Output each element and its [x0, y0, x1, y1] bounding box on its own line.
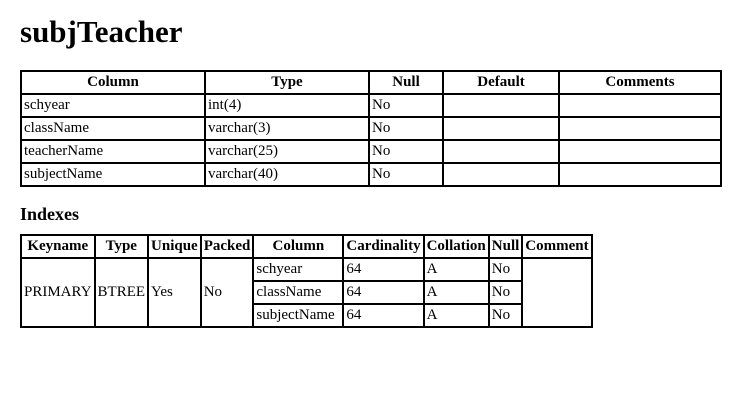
collation-cell: A	[424, 304, 489, 327]
null-cell: No	[369, 163, 443, 186]
index-column-cell: className	[253, 281, 343, 304]
collation-cell: A	[424, 281, 489, 304]
packed-header: Packed	[201, 235, 254, 258]
collation-cell: A	[424, 258, 489, 281]
table-row	[21, 117, 721, 140]
indexes-header-row	[21, 235, 592, 258]
cardinality-cell: 64	[343, 281, 423, 304]
columns-table	[20, 70, 722, 187]
null-cell: No	[369, 140, 443, 163]
default-header: Default	[443, 71, 559, 94]
index-null-header: Null	[489, 235, 523, 258]
default-cell	[443, 94, 559, 117]
default-cell	[443, 163, 559, 186]
index-column-cell: subjectName	[253, 304, 343, 327]
column-name-cell: subjectName	[21, 163, 205, 186]
cardinality-cell: 64	[343, 258, 423, 281]
index-null-cell: No	[489, 281, 523, 304]
index-null-cell: No	[489, 258, 523, 281]
keyname-header: Keyname	[21, 235, 95, 258]
type-cell: varchar(40)	[205, 163, 369, 186]
indexes-table	[20, 234, 593, 328]
columns-header-row	[21, 71, 721, 94]
packed-cell: No	[201, 258, 254, 327]
index-type-cell: BTREE	[95, 258, 149, 327]
index-column-cell: schyear	[253, 258, 343, 281]
type-cell: varchar(25)	[205, 140, 369, 163]
index-type-header: Type	[95, 235, 149, 258]
table-row	[21, 140, 721, 163]
unique-cell: Yes	[148, 258, 201, 327]
type-cell: varchar(3)	[205, 117, 369, 140]
cardinality-header: Cardinality	[343, 235, 423, 258]
collation-header: Collation	[424, 235, 489, 258]
column-name-cell: className	[21, 117, 205, 140]
index-null-cell: No	[489, 304, 523, 327]
column-header: Column	[21, 71, 205, 94]
table-row	[21, 258, 592, 281]
comments-header: Comments	[559, 71, 721, 94]
column-name-cell: teacherName	[21, 140, 205, 163]
null-header: Null	[369, 71, 443, 94]
default-cell	[443, 140, 559, 163]
default-cell	[443, 117, 559, 140]
comments-cell	[559, 94, 721, 117]
index-column-header: Column	[253, 235, 343, 258]
null-cell: No	[369, 117, 443, 140]
cardinality-cell: 64	[343, 304, 423, 327]
type-cell: int(4)	[205, 94, 369, 117]
comment-cell	[522, 258, 591, 327]
table-row	[21, 163, 721, 186]
comments-cell	[559, 117, 721, 140]
comments-cell	[559, 163, 721, 186]
unique-header: Unique	[148, 235, 201, 258]
column-name-cell: schyear	[21, 94, 205, 117]
comments-cell	[559, 140, 721, 163]
type-header: Type	[205, 71, 369, 94]
indexes-heading: Indexes	[20, 204, 80, 224]
table-row	[21, 94, 721, 117]
keyname-cell: PRIMARY	[21, 258, 95, 327]
comment-header: Comment	[522, 235, 591, 258]
null-cell: No	[369, 94, 443, 117]
page-title: subjTeacher	[20, 14, 183, 49]
